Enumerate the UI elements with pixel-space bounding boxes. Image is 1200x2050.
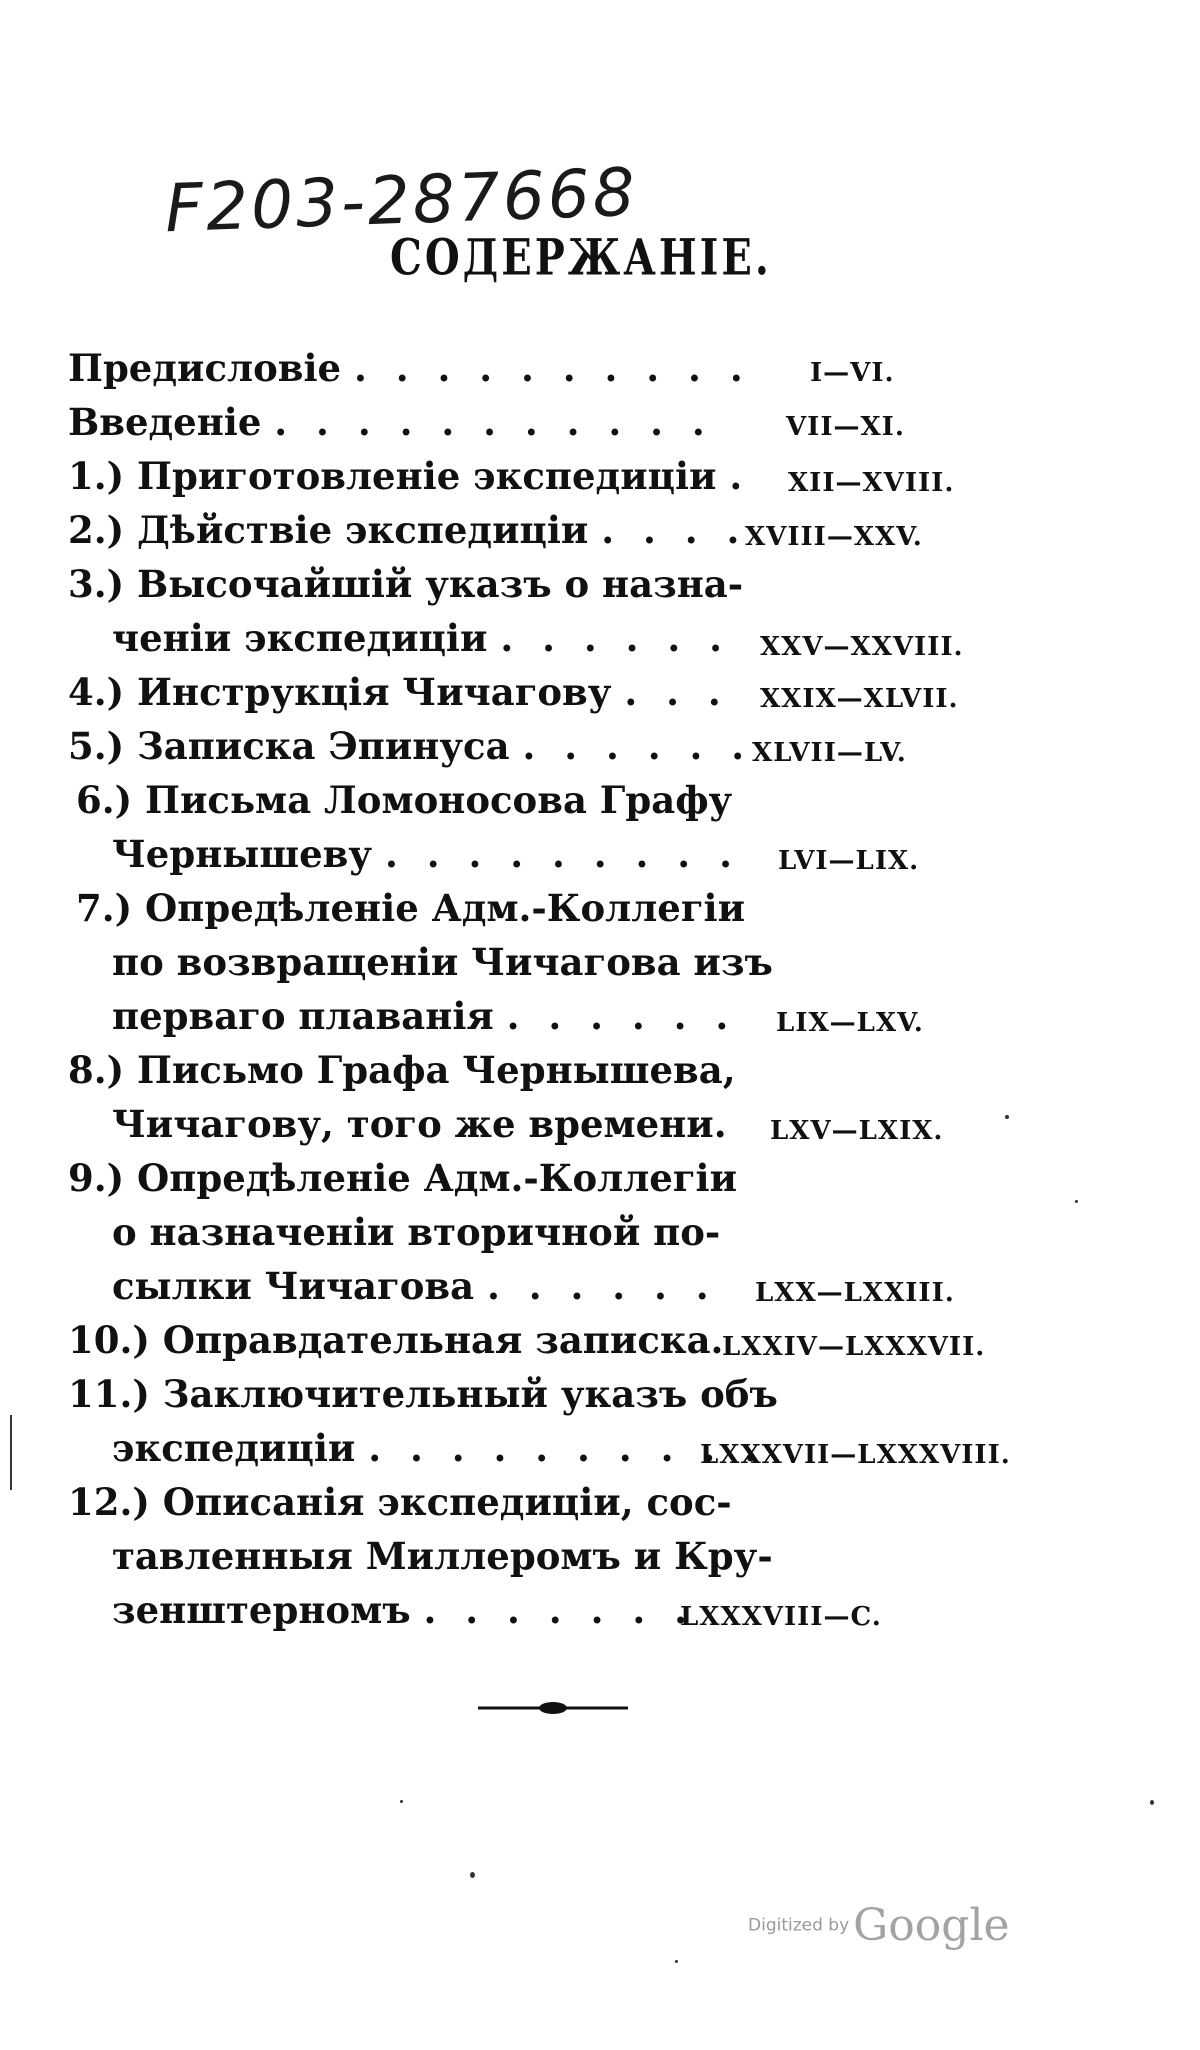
toc-page-range: XVIII—XXV.	[745, 522, 923, 552]
toc-entry-11-continued	[112, 1426, 765, 1470]
scan-speck	[1005, 1115, 1009, 1119]
scan-speck	[675, 1960, 678, 1963]
toc-entry-text: Письма Ломоносова Графу	[145, 778, 733, 822]
toc-entry-text: экспедиціи	[112, 1426, 356, 1470]
toc-entry-7-continued	[112, 994, 737, 1038]
toc-entry-number: 7.)	[76, 886, 133, 930]
toc-entry-number: 6.)	[76, 778, 133, 822]
toc-entry-text: по возвращеніи Чичагова изъ	[112, 940, 773, 984]
toc-page-range: LXV—LXIX.	[770, 1116, 944, 1146]
toc-page-range: VII—XI.	[786, 412, 905, 442]
toc-entry-introduction	[68, 400, 713, 444]
toc-page-range: XXV—XXVIII.	[760, 632, 964, 662]
toc-entry-text: Дѣйствіе экспедиціи	[137, 508, 589, 552]
toc-entry-text: Чичагову, того же времени.	[112, 1102, 727, 1146]
toc-page-range: LIX—LXV.	[776, 1008, 924, 1038]
toc-entry-number: 9.)	[68, 1156, 125, 1200]
toc-entry-number: 10.)	[68, 1318, 150, 1362]
toc-page-range: XLVII—LV.	[752, 738, 907, 768]
toc-page-range: XII—XVIII.	[788, 468, 955, 498]
leader-dots: . . . . . . . . .	[384, 832, 740, 876]
scan-speck	[1150, 1800, 1154, 1805]
toc-entry-9-continued	[112, 1264, 717, 1308]
toc-page-range: XXIX—XLVII.	[760, 684, 959, 714]
leader-dots: . . . . . .	[486, 1264, 717, 1308]
leader-dots: . . . . . .	[500, 616, 731, 660]
leader-dots: .	[729, 454, 751, 498]
leader-dots: . . . .	[601, 508, 748, 552]
toc-entry-number: 1.)	[68, 454, 125, 498]
toc-entry-text: Приготовленіе экспедиціи	[137, 454, 717, 498]
toc-entry-number: 4.)	[68, 670, 125, 714]
toc-entry-9	[68, 1156, 738, 1200]
toc-entry-text: Опредѣленіе Адм.-Коллегіи	[137, 1156, 738, 1200]
toc-entry-number: 3.)	[68, 562, 125, 606]
toc-entry-text: перваго плаванія	[112, 994, 494, 1038]
toc-entry-text: Чернышеву	[112, 832, 373, 876]
toc-entry-8	[68, 1048, 736, 1092]
toc-entry-6-continued	[112, 832, 740, 876]
leader-dots: . . . . . . . . . .	[353, 346, 751, 390]
toc-page-range: LXX—LXXIII.	[755, 1278, 955, 1308]
toc-entry-preface	[68, 346, 751, 390]
toc-entry-text: Опредѣленіе Адм.-Коллегіи	[145, 886, 746, 930]
page-title: СОДЕРЖАНІЕ.	[390, 228, 772, 287]
toc-entry-text: о назначеніи вторичной по-	[112, 1210, 721, 1254]
scan-speck	[470, 1872, 475, 1878]
digitized-prefix: Digitized by	[748, 1915, 850, 1936]
toc-entry-text: Оправдательная записка.	[162, 1318, 724, 1362]
toc-entry-number: 8.)	[68, 1048, 125, 1092]
end-ornament	[478, 1700, 628, 1716]
scan-speck	[400, 1800, 403, 1803]
toc-entry-number: 12.)	[68, 1480, 150, 1524]
toc-entry-text: Письмо Графа Чернышева,	[137, 1048, 736, 1092]
toc-page-range: LXXXVIII—C.	[680, 1602, 882, 1632]
toc-entry-12-continued	[112, 1588, 695, 1632]
toc-entry-4	[68, 670, 729, 714]
leader-dots: . . . . . . .	[423, 1588, 695, 1632]
leader-dots: . . . . . . . . . . .	[274, 400, 713, 444]
toc-entry-2	[68, 508, 748, 552]
toc-entry-text: Введеніе	[68, 400, 262, 444]
leader-dots: . . .	[624, 670, 729, 714]
toc-entry-text: Описанія экспедиціи, сос-	[162, 1480, 732, 1524]
toc-entry-text: Заключительный указъ объ	[162, 1372, 778, 1416]
toc-entry-number: 11.)	[68, 1372, 150, 1416]
toc-entry-text: Предисловіе	[68, 346, 342, 390]
toc-page-range: LXXXVII—LXXXVIII.	[700, 1440, 1011, 1470]
toc-entry-text: сылки Чичагова	[112, 1264, 475, 1308]
toc-entry-7	[76, 886, 746, 930]
toc-entry-9-continued	[112, 1210, 721, 1254]
toc-entry-1	[68, 454, 751, 498]
handwritten-call-number: F203-287668	[163, 153, 639, 248]
toc-entry-text: Записка Эпинуса	[137, 724, 510, 768]
scan-edge-mark	[10, 1415, 12, 1490]
toc-entry-12	[68, 1480, 732, 1524]
toc-entry-7-continued	[112, 940, 773, 984]
toc-page-range: LXXIV—LXXXVII.	[722, 1332, 986, 1362]
digitized-by-google-watermark	[748, 1900, 1010, 1951]
leader-dots: . . . . . . . . . .	[368, 1426, 765, 1470]
toc-entry-3	[68, 562, 744, 606]
toc-entry-5	[68, 724, 753, 768]
toc-entry-number: 2.)	[68, 508, 125, 552]
scan-speck	[1075, 1200, 1078, 1203]
toc-entry-text: ченіи экспедиціи	[112, 616, 488, 660]
leader-dots: . . . . . .	[506, 994, 737, 1038]
toc-entry-12-continued	[112, 1534, 773, 1578]
toc-entry-8-continued	[112, 1102, 727, 1146]
toc-entry-number: 5.)	[68, 724, 125, 768]
toc-entry-text: зенштерномъ	[112, 1588, 411, 1632]
toc-page-range: I—VI.	[810, 358, 895, 388]
google-logo: Google	[853, 1900, 1010, 1951]
leader-dots: . . . . . .	[522, 724, 753, 768]
toc-entry-text: тавленныя Миллеромъ и Кру-	[112, 1534, 773, 1578]
toc-entry-6	[76, 778, 733, 822]
toc-entry-11	[68, 1372, 778, 1416]
toc-entry-10	[68, 1318, 724, 1362]
toc-entry-3-continued	[112, 616, 731, 660]
toc-entry-text: Инструкція Чичагову	[137, 670, 612, 714]
toc-page-range: LVI—LIX.	[778, 846, 920, 876]
toc-entry-text: Высочайшій указъ о назна-	[137, 562, 744, 606]
